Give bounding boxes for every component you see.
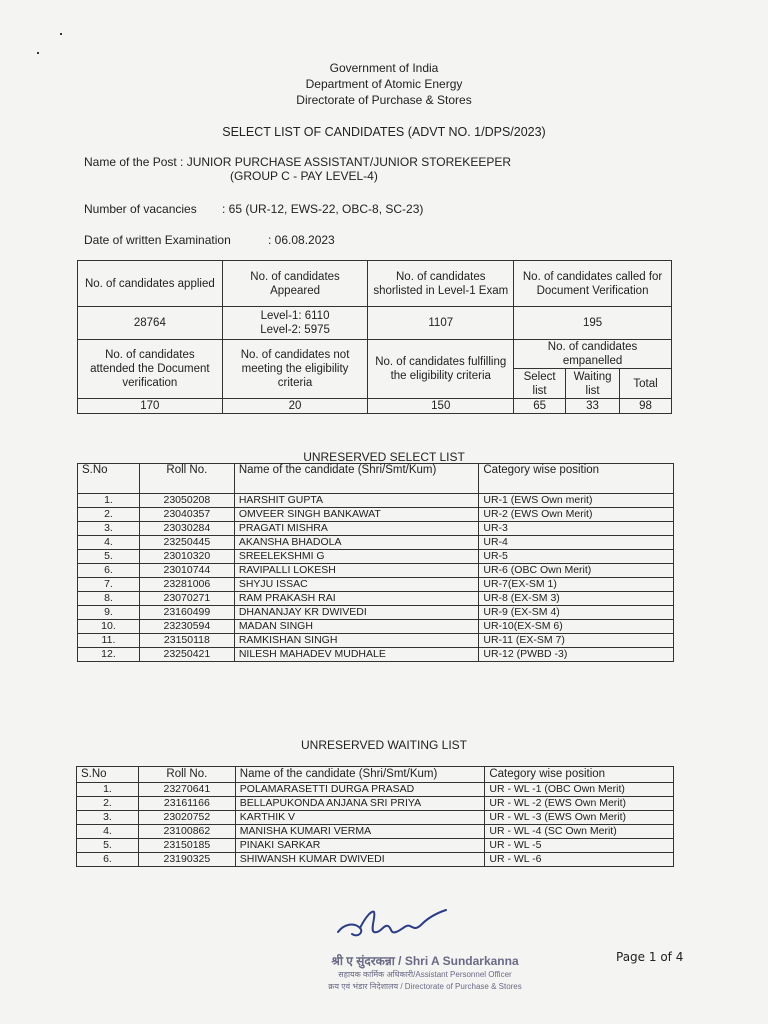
col-roll: Roll No. [138, 767, 235, 783]
cell-roll: 23070271 [139, 592, 234, 606]
value-select: 65 [514, 399, 566, 414]
cell-category: UR-4 [479, 536, 674, 550]
cell-roll: 23230594 [139, 620, 234, 634]
table-row [78, 508, 674, 522]
cell-name: NILESH MAHADEV MUDHALE [234, 648, 479, 662]
post-group: (GROUP C - PAY LEVEL-4) [230, 169, 378, 183]
cell-sno: 2. [78, 508, 140, 522]
cell-roll: 23010744 [139, 564, 234, 578]
header-waiting-list: Waiting list [566, 369, 620, 399]
table-row [78, 564, 674, 578]
cell-sno: 1. [78, 494, 140, 508]
header-shortlisted: No. of candidates shorlisted in Level-1 Exam [368, 261, 514, 307]
stamp-directorate: क्रय एवं भंडार निदेशालय / Directorate of Purchase & Stores [328, 982, 522, 991]
cell-name: SHIWANSH KUMAR DWIVEDI [235, 853, 485, 867]
select-list-title: UNRESERVED SELECT LIST [303, 450, 465, 464]
directorate-name: Directorate of Purchase & Stores [296, 93, 472, 107]
vacancies-value: : 65 (UR-12, EWS-22, OBC-8, SC-23) [222, 202, 424, 216]
cell-name: KARTHIK V [235, 811, 485, 825]
select-list-body [78, 494, 674, 662]
cell-category: UR-10(EX-SM 6) [479, 620, 674, 634]
cell-name: HARSHIT GUPTA [234, 494, 479, 508]
cell-category: UR-5 [479, 550, 674, 564]
cell-roll: 23030284 [139, 522, 234, 536]
cell-roll: 23150118 [139, 634, 234, 648]
cell-name: SHYJU ISSAC [234, 578, 479, 592]
header-fulfilling: No. of candidates fulfilling the eligibility criteria [368, 340, 514, 399]
cell-name: RAM PRAKASH RAI [234, 592, 479, 606]
header-applied: No. of candidates applied [78, 261, 223, 307]
value-waiting: 33 [566, 399, 620, 414]
speck [60, 33, 62, 35]
col-category: Category wise position [485, 767, 674, 783]
col-category: Category wise position [479, 464, 674, 494]
cell-category: UR-8 (EX-SM 3) [479, 592, 674, 606]
waiting-list-title: UNRESERVED WAITING LIST [300, 738, 468, 752]
cell-roll: 23040357 [139, 508, 234, 522]
table-row [77, 825, 674, 839]
exam-date-value: : 06.08.2023 [268, 233, 335, 247]
table-row [78, 536, 674, 550]
signature [330, 898, 450, 948]
table-row [77, 797, 674, 811]
col-roll: Roll No. [139, 464, 234, 494]
cell-name: SREELEKSHMI G [234, 550, 479, 564]
cell-name: PRAGATI MISHRA [234, 522, 479, 536]
exam-date-label: Date of written Examination [84, 233, 231, 247]
waiting-list-body [77, 783, 674, 867]
select-list-table [77, 463, 674, 662]
col-sno: S.No [78, 464, 140, 494]
post-name: Name of the Post : JUNIOR PURCHASE ASSISTANT/JUNIOR STOREKEEPER [84, 155, 511, 169]
vacancies-label: Number of vacancies [84, 202, 197, 216]
cell-roll: 23100862 [138, 825, 235, 839]
value-total: 98 [620, 399, 672, 414]
value-applied: 28764 [78, 307, 223, 340]
cell-roll: 23250445 [139, 536, 234, 550]
table-row [77, 839, 674, 853]
cell-category: UR - WL -1 (OBC Own Merit) [485, 783, 674, 797]
cell-name: OMVEER SINGH BANKAWAT [234, 508, 479, 522]
cell-roll: 23160499 [139, 606, 234, 620]
cell-sno: 3. [78, 522, 140, 536]
cell-sno: 4. [77, 825, 139, 839]
cell-roll: 23150185 [138, 839, 235, 853]
cell-category: UR - WL -4 (SC Own Merit) [485, 825, 674, 839]
value-attended: 170 [78, 399, 223, 414]
cell-roll: 23250421 [139, 648, 234, 662]
header-appeared: No. of candidates Appeared [222, 261, 368, 307]
cell-sno: 11. [78, 634, 140, 648]
value-not-meeting: 20 [222, 399, 368, 414]
cell-roll: 23281006 [139, 578, 234, 592]
cell-sno: 4. [78, 536, 140, 550]
table-row [78, 522, 674, 536]
cell-roll: 23010320 [139, 550, 234, 564]
table-row [78, 648, 674, 662]
cell-name: RAVIPALLI LOKESH [234, 564, 479, 578]
speck [37, 52, 39, 54]
org-name: Government of India [329, 61, 439, 75]
table-row [78, 578, 674, 592]
cell-sno: 3. [77, 811, 139, 825]
table-row [77, 853, 674, 867]
table-row [78, 550, 674, 564]
cell-sno: 12. [78, 648, 140, 662]
cell-name: AKANSHA BHADOLA [234, 536, 479, 550]
summary-table [77, 260, 672, 414]
cell-sno: 6. [78, 564, 140, 578]
cell-category: UR - WL -5 [485, 839, 674, 853]
value-appeared [222, 307, 368, 340]
cell-category: UR-7(EX-SM 1) [479, 578, 674, 592]
table-row [77, 783, 674, 797]
table-row [78, 620, 674, 634]
cell-roll: 23050208 [139, 494, 234, 508]
cell-roll: 23270641 [138, 783, 235, 797]
cell-roll: 23020752 [138, 811, 235, 825]
cell-roll: 23190325 [138, 853, 235, 867]
cell-category: UR-6 (OBC Own Merit) [479, 564, 674, 578]
cell-name: BELLAPUKONDA ANJANA SRI PRIYA [235, 797, 485, 811]
cell-sno: 5. [78, 550, 140, 564]
header-total: Total [620, 369, 672, 399]
cell-sno: 2. [77, 797, 139, 811]
value-fulfilling: 150 [368, 399, 514, 414]
value-called: 195 [514, 307, 672, 340]
page-number: Page 1 of 4 [616, 950, 684, 964]
cell-roll: 23161166 [138, 797, 235, 811]
cell-sno: 5. [77, 839, 139, 853]
col-name: Name of the candidate (Shri/Smt/Kum) [235, 767, 485, 783]
stamp-designation: सहायक कार्मिक अधिकारी/Assistant Personnel Officer [338, 970, 512, 979]
header-attended: No. of candidates attended the Document verification [78, 340, 223, 399]
table-row [77, 811, 674, 825]
page-title: SELECT LIST OF CANDIDATES (ADVT NO. 1/DPS/2023) [222, 125, 546, 139]
table-row [78, 494, 674, 508]
cell-category: UR-3 [479, 522, 674, 536]
value-appeared-level1: Level-1: 6110 [260, 310, 330, 322]
col-name: Name of the candidate (Shri/Smt/Kum) [234, 464, 479, 494]
col-sno: S.No [77, 767, 139, 783]
cell-name: DHANANJAY KR DWIVEDI [234, 606, 479, 620]
header-called: No. of candidates called for Document Verification [514, 261, 672, 307]
header-empanelled: No. of candidates empanelled [514, 340, 672, 369]
cell-category: UR-12 (PWBD -3) [479, 648, 674, 662]
header-select-list: Select list [514, 369, 566, 399]
value-shortlisted: 1107 [368, 307, 514, 340]
cell-category: UR - WL -3 (EWS Own Merit) [485, 811, 674, 825]
cell-name: MADAN SINGH [234, 620, 479, 634]
cell-sno: 9. [78, 606, 140, 620]
cell-sno: 10. [78, 620, 140, 634]
cell-category: UR-2 (EWS Own Merit) [479, 508, 674, 522]
table-row [78, 606, 674, 620]
table-row [78, 592, 674, 606]
cell-category: UR - WL -2 (EWS Own Merit) [485, 797, 674, 811]
department-name: Department of Atomic Energy [305, 77, 463, 91]
cell-name: POLAMARASETTI DURGA PRASAD [235, 783, 485, 797]
waiting-list-table [76, 766, 674, 867]
cell-category: UR - WL -6 [485, 853, 674, 867]
cell-name: MANISHA KUMARI VERMA [235, 825, 485, 839]
cell-category: UR-11 (EX-SM 7) [479, 634, 674, 648]
value-appeared-level2: Level-2: 5975 [260, 324, 330, 336]
cell-name: PINAKI SARKAR [235, 839, 485, 853]
header-not-meeting: No. of candidates not meeting the eligibility criteria [222, 340, 368, 399]
cell-sno: 6. [77, 853, 139, 867]
cell-category: UR-9 (EX-SM 4) [479, 606, 674, 620]
table-row [78, 634, 674, 648]
cell-sno: 1. [77, 783, 139, 797]
cell-category: UR-1 (EWS Own merit) [479, 494, 674, 508]
cell-name: RAMKISHAN SINGH [234, 634, 479, 648]
cell-sno: 8. [78, 592, 140, 606]
cell-sno: 7. [78, 578, 140, 592]
stamp-officer: श्री ए सुंदरकन्ना / Shri A Sundarkanna [331, 954, 519, 968]
